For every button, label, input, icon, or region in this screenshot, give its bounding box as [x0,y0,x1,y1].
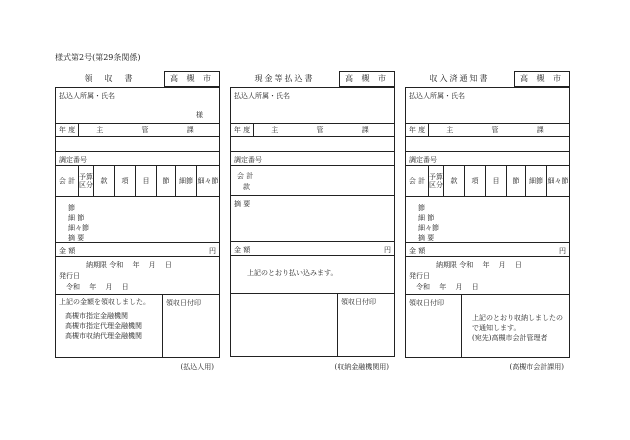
line-label: 細々節 [418,224,439,232]
payer-label: 払込人所属・氏名 [409,92,465,100]
code-cell: 目 [136,166,157,196]
line-label: 節 [418,204,425,212]
code-cell: 会 計 [56,166,79,196]
department-label: 主 管 課 [271,126,387,134]
bank-name: 高槻市指定金融機関 [65,312,128,320]
form-header: 様式第2号(第29条関係) [55,53,141,62]
form-title: 領 収 書 [84,74,135,83]
assessment-number-label: 調定番号 [409,156,437,164]
payment-text: 上記のとおり払い込みます。 [247,269,338,277]
form-title: 収入済通知書 [429,74,490,83]
yen-label: 円 [209,247,216,255]
payment-form [230,71,395,371]
code-cell: 予算区分 [429,166,444,196]
line-label: 細々節 [68,224,89,232]
assessment-number-label: 調定番号 [59,156,87,164]
issue-date: 令和 年 月 日 [416,283,479,291]
issue-label: 発行日 [409,272,430,280]
receipt-form [55,71,220,371]
code-cell: 細々節 [547,177,569,185]
assessment-number-label: 調定番号 [234,156,262,164]
summary-label: 摘 要 [234,200,251,208]
code-cell: 目 [486,166,507,196]
deadline-text: 納期限 令和 年 月 日 [436,261,522,269]
line-label: 摘 要 [418,234,435,242]
code-cell: 項 [115,166,136,196]
receipt-text: 上記の金額を領収しました。 [59,298,150,306]
stamp-label: 領収日付印 [341,298,376,306]
stamp-label: 領収日付印 [409,299,444,307]
fiscal-year-label: 年 度 [406,124,429,136]
yen-label: 円 [559,247,566,255]
payer-label: 払込人所属・氏名 [59,92,115,100]
payer-label: 払込人所属・氏名 [234,92,290,100]
kan-label: 款 [243,183,250,191]
copy-label: (払込人用) [180,363,214,371]
bank-name: 高槻市収納代理金融機関 [65,332,142,340]
code-cell: 細々節 [197,177,219,185]
amount-label: 金 額 [59,247,76,255]
fiscal-year-label: 年 度 [56,124,79,136]
receipt-notice-form [405,71,570,371]
line-label: 節 [68,204,75,212]
city-stamp-box: 高 槻 市 [514,71,570,87]
issue-date: 令和 年 月 日 [66,283,129,291]
code-cell: 節 [157,166,176,196]
code-cell: 予算区分 [79,166,94,196]
fiscal-year-label: 年 度 [231,124,254,136]
code-cell: 款 [444,166,465,196]
deadline-text: 納期限 令和 年 月 日 [86,261,172,269]
stamp-label: 領収日付印 [166,299,201,307]
amount-label: 金 額 [234,246,251,254]
amount-label: 金 額 [409,247,426,255]
sama-label: 様 [196,111,203,119]
copy-label: (高槻市会計課用) [509,363,564,371]
code-cell: 項 [465,166,486,196]
bank-name: 高槻市指定代理金融機関 [65,322,142,330]
city-stamp-box: 高 槻 市 [164,71,220,87]
city-stamp-box: 高 槻 市 [339,71,395,87]
code-cell: 会 計 [406,166,429,196]
line-label: 細 節 [68,214,85,222]
code-cell: 細節 [176,166,197,196]
line-label: 摘 要 [68,234,85,242]
code-cell: 款 [94,166,115,196]
issue-label: 発行日 [59,272,80,280]
copy-label: (収納金融機関用) [334,363,389,371]
notice-text: 上記のとおり収納しましたので通知します。 [472,314,563,332]
department-label: 主 管 課 [446,126,562,134]
account-label: 会 計 [237,172,254,180]
department-label: 主 管 課 [96,126,212,134]
form-title: 現金等払込書 [254,74,315,83]
notice-recipient: (宛先)高槻市会計管理者 [472,334,548,342]
code-cell: 細節 [526,166,547,196]
code-cell: 節 [507,166,526,196]
yen-label: 円 [384,246,391,254]
line-label: 細 節 [418,214,435,222]
